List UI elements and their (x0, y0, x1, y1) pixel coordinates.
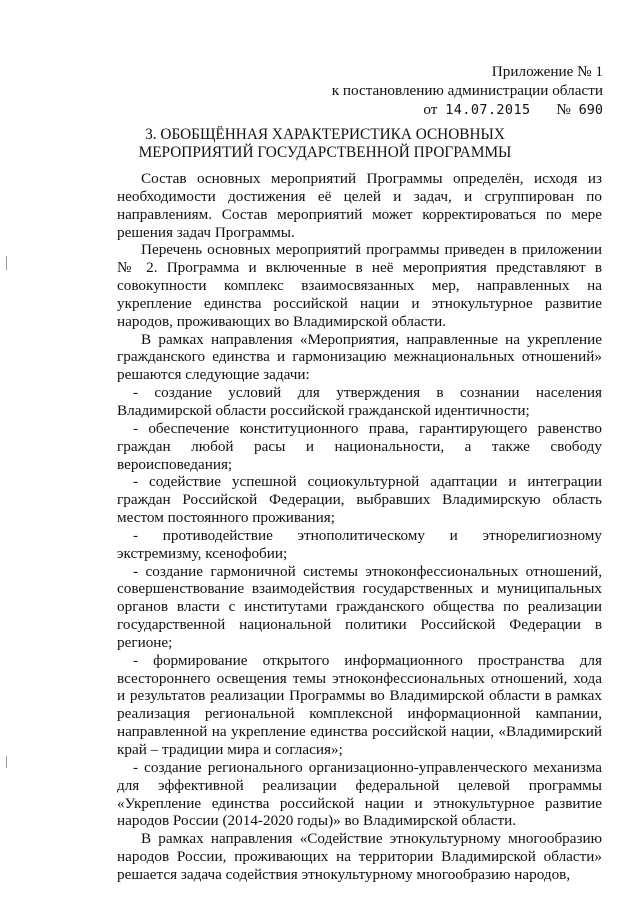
date-prefix: от (423, 101, 438, 118)
task-list-item: - противодействие этнополитическому и этнорелигиозному экстремизму, ксенофобии; (117, 526, 602, 562)
task-list-item: - создание регионального организационно-управленческого механизма для эффективной реализации федеральной целевой программы «Укрепление единства российской нации и этнокультурное развитие народов России (2014-2020 годы)» во Владимирской области. (117, 758, 602, 830)
paragraph: Перечень основных мероприятий программы приведен в приложении № 2. Программа и включенные в неё мероприятия представляют в совокупности комплекс взаимосвязанных мер, направленных на укрепление единства российской нации и этнокультурное развитие народов, проживающих во Владимирской области. (117, 241, 602, 330)
task-list-item: - создание условий для утверждения в сознании населения Владимирской области российской гражданской идентичности; (117, 384, 602, 419)
section-title (100, 126, 550, 162)
task-list-item: - содействие успешной социокультурной адаптации и интеграции граждан Российской Федерации, выбравших Владимирскую область местом постоянного проживания; (117, 473, 602, 527)
task-list-item: - создание гармоничной системы этноконфессиональных отношений, совершенствование взаимодействия государственных и муниципальных органов власти с институтами гражданского общества по реализации государственной национальной политики Российской Федерации в регионе; (117, 562, 602, 651)
decree-date-line (332, 100, 603, 120)
task-list-item: - формирование открытого информационного пространства для всестороннего освещения темы этноконфессиональных отношений, хода и результатов реализации Программы во Владимирской области в рамках реализация региональной комплексной информационной кампании, направленной на укрепление единства российской нации, «Владимирский край – традиции мира и согласия»; (117, 651, 602, 758)
scan-edge-mark (6, 256, 7, 270)
section-body (117, 170, 602, 884)
decree-date: 14.07.2015 (445, 102, 531, 118)
appendix-header (332, 62, 603, 120)
task-list-item: - обеспечение конституционного права, гарантирующего равенство граждан любой расы и национальности, а также свободу вероисповедания; (117, 419, 602, 473)
decree-number: 690 (578, 102, 603, 118)
section-title-line: МЕРОПРИЯТИЙ ГОСУДАРСТВЕННОЙ ПРОГРАММЫ (138, 144, 512, 161)
appendix-label: Приложение № 1 (491, 63, 603, 80)
paragraph: В рамках направления «Содействие этнокультурному многообразию народов России, проживающих на территории Владимирской области» решается задача содействия этнокультурному многообразию народов, (117, 830, 602, 883)
paragraph: В рамках направления «Мероприятия, направленные на укрепление гражданского единства и гармонизацию межнациональных отношений» решаются следующие задачи: (117, 330, 602, 384)
section-title-line: 3. ОБОБЩЁННАЯ ХАРАКТЕРИСТИКА ОСНОВНЫХ (145, 126, 505, 143)
decree-reference: к постановлению администрации области (331, 82, 603, 99)
scan-edge-mark (6, 756, 7, 768)
paragraph: Состав основных мероприятий Программы определён, исходя из необходимости достижения её целей и задач, и сгруппирован по направлениям. Состав мероприятий может корректироваться по мере решения задач Программы. (117, 170, 602, 241)
number-label: № (556, 101, 571, 118)
